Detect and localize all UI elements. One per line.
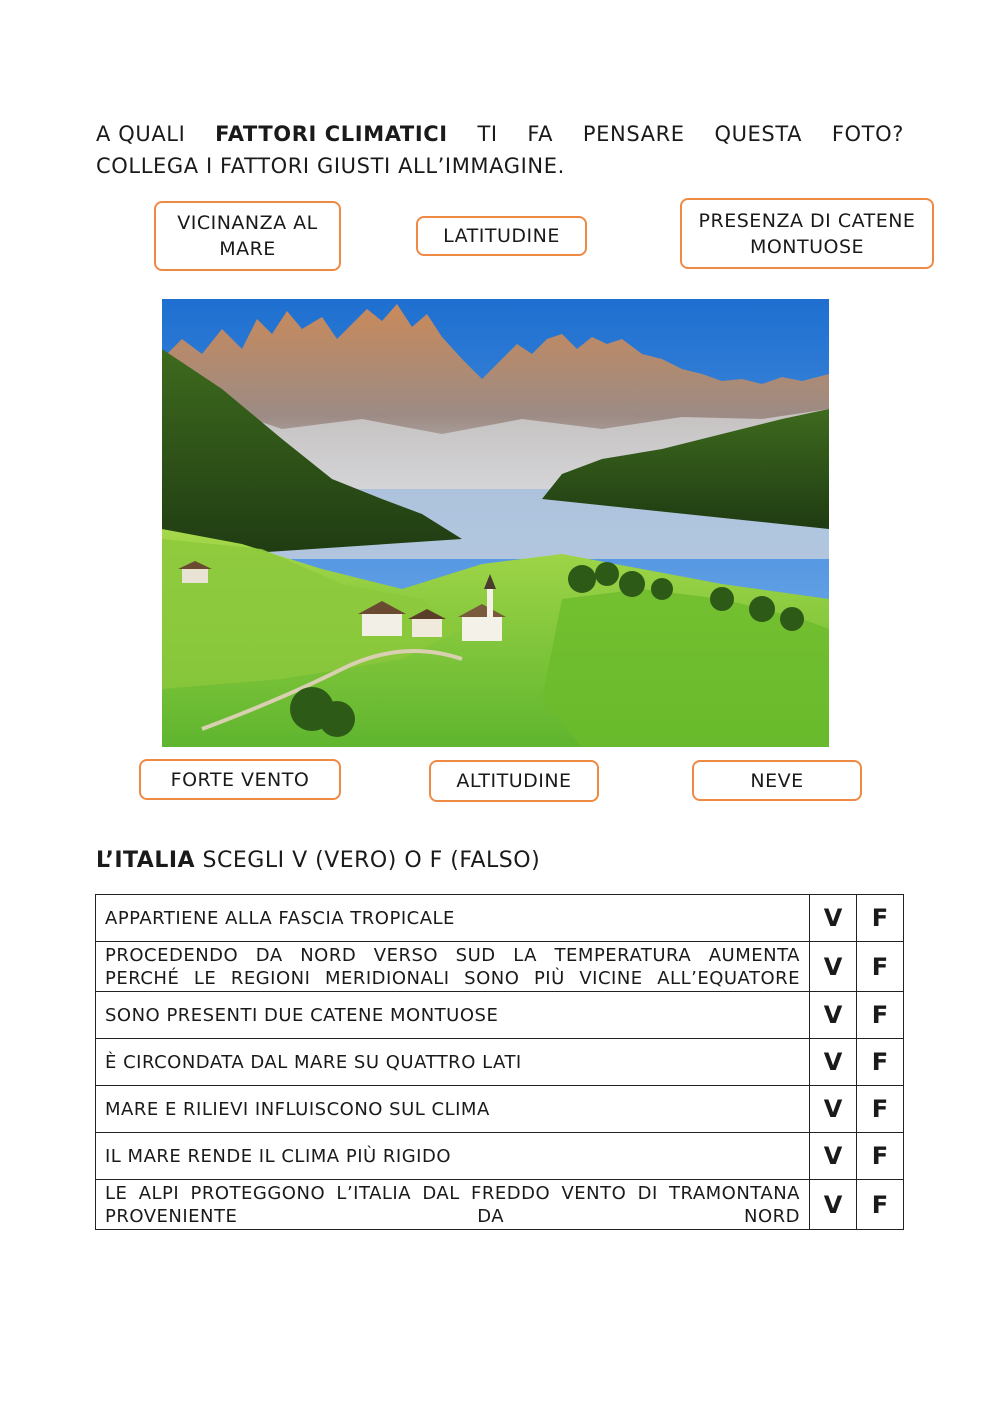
chip-neve[interactable]: NEVE bbox=[692, 760, 862, 801]
question-2-bold: L’ITALIA bbox=[96, 848, 196, 873]
question-1-line-2: COLLEGA I FATTORI GIUSTI ALL’IMMAGINE. bbox=[96, 154, 565, 178]
option-true[interactable]: V bbox=[810, 942, 857, 992]
option-true[interactable]: V bbox=[810, 1180, 857, 1230]
option-true[interactable]: V bbox=[810, 1086, 857, 1133]
option-false[interactable]: F bbox=[857, 992, 904, 1039]
option-false[interactable]: F bbox=[857, 1086, 904, 1133]
statement-cell: È CIRCONDATA DAL MARE SU QUATTRO LATI bbox=[96, 1039, 810, 1086]
chip-catene-montuose[interactable]: PRESENZA DI CATENE MONTUOSE bbox=[680, 198, 934, 269]
statement-cell: PROCEDENDO DA NORD VERSO SUD LA TEMPERATURA AUMENTA PERCHÉ LE REGIONI MERIDIONALI SONO PIÙ VICINE ALL’EQUATORE bbox=[96, 942, 810, 992]
table-row bbox=[96, 992, 904, 1039]
option-false[interactable]: F bbox=[857, 1133, 904, 1180]
question-1 bbox=[96, 118, 904, 182]
table-row bbox=[96, 1133, 904, 1180]
table-row bbox=[96, 942, 904, 992]
option-true[interactable]: V bbox=[810, 1133, 857, 1180]
option-false[interactable]: F bbox=[857, 942, 904, 992]
question-1-line-1: A QUALI FATTORI CLIMATICI TI FA PENSARE QUESTA FOTO? bbox=[96, 118, 904, 150]
statement-cell: SONO PRESENTI DUE CATENE MONTUOSE bbox=[96, 992, 810, 1039]
statement-cell: LE ALPI PROTEGGONO L’ITALIA DAL FREDDO VENTO DI TRAMONTANA PROVENIENTE DA NORD bbox=[96, 1180, 810, 1230]
question-1-bold: FATTORI CLIMATICI bbox=[215, 122, 448, 146]
option-false[interactable]: F bbox=[857, 895, 904, 942]
option-false[interactable]: F bbox=[857, 1039, 904, 1086]
statement-cell: MARE E RILIEVI INFLUISCONO SUL CLIMA bbox=[96, 1086, 810, 1133]
question-2: L’ITALIA SCEGLI V (VERO) O F (FALSO) bbox=[96, 848, 541, 873]
chip-latitudine[interactable]: LATITUDINE bbox=[416, 216, 587, 256]
option-false[interactable]: F bbox=[857, 1180, 904, 1230]
option-true[interactable]: V bbox=[810, 895, 857, 942]
option-true[interactable]: V bbox=[810, 1039, 857, 1086]
option-true[interactable]: V bbox=[810, 992, 857, 1039]
table-row bbox=[96, 1180, 904, 1230]
table-row bbox=[96, 1039, 904, 1086]
mountain-landscape-photo bbox=[162, 299, 829, 747]
table-row bbox=[96, 1086, 904, 1133]
chip-vicinanza-al-mare[interactable]: VICINANZA AL MARE bbox=[154, 201, 341, 271]
chip-altitudine[interactable]: ALTITUDINE bbox=[429, 760, 599, 802]
table-row bbox=[96, 895, 904, 942]
chip-forte-vento[interactable]: FORTE VENTO bbox=[139, 759, 341, 800]
statement-cell: IL MARE RENDE IL CLIMA PIÙ RIGIDO bbox=[96, 1133, 810, 1180]
statement-cell: APPARTIENE ALLA FASCIA TROPICALE bbox=[96, 895, 810, 942]
true-false-table bbox=[95, 894, 904, 1230]
